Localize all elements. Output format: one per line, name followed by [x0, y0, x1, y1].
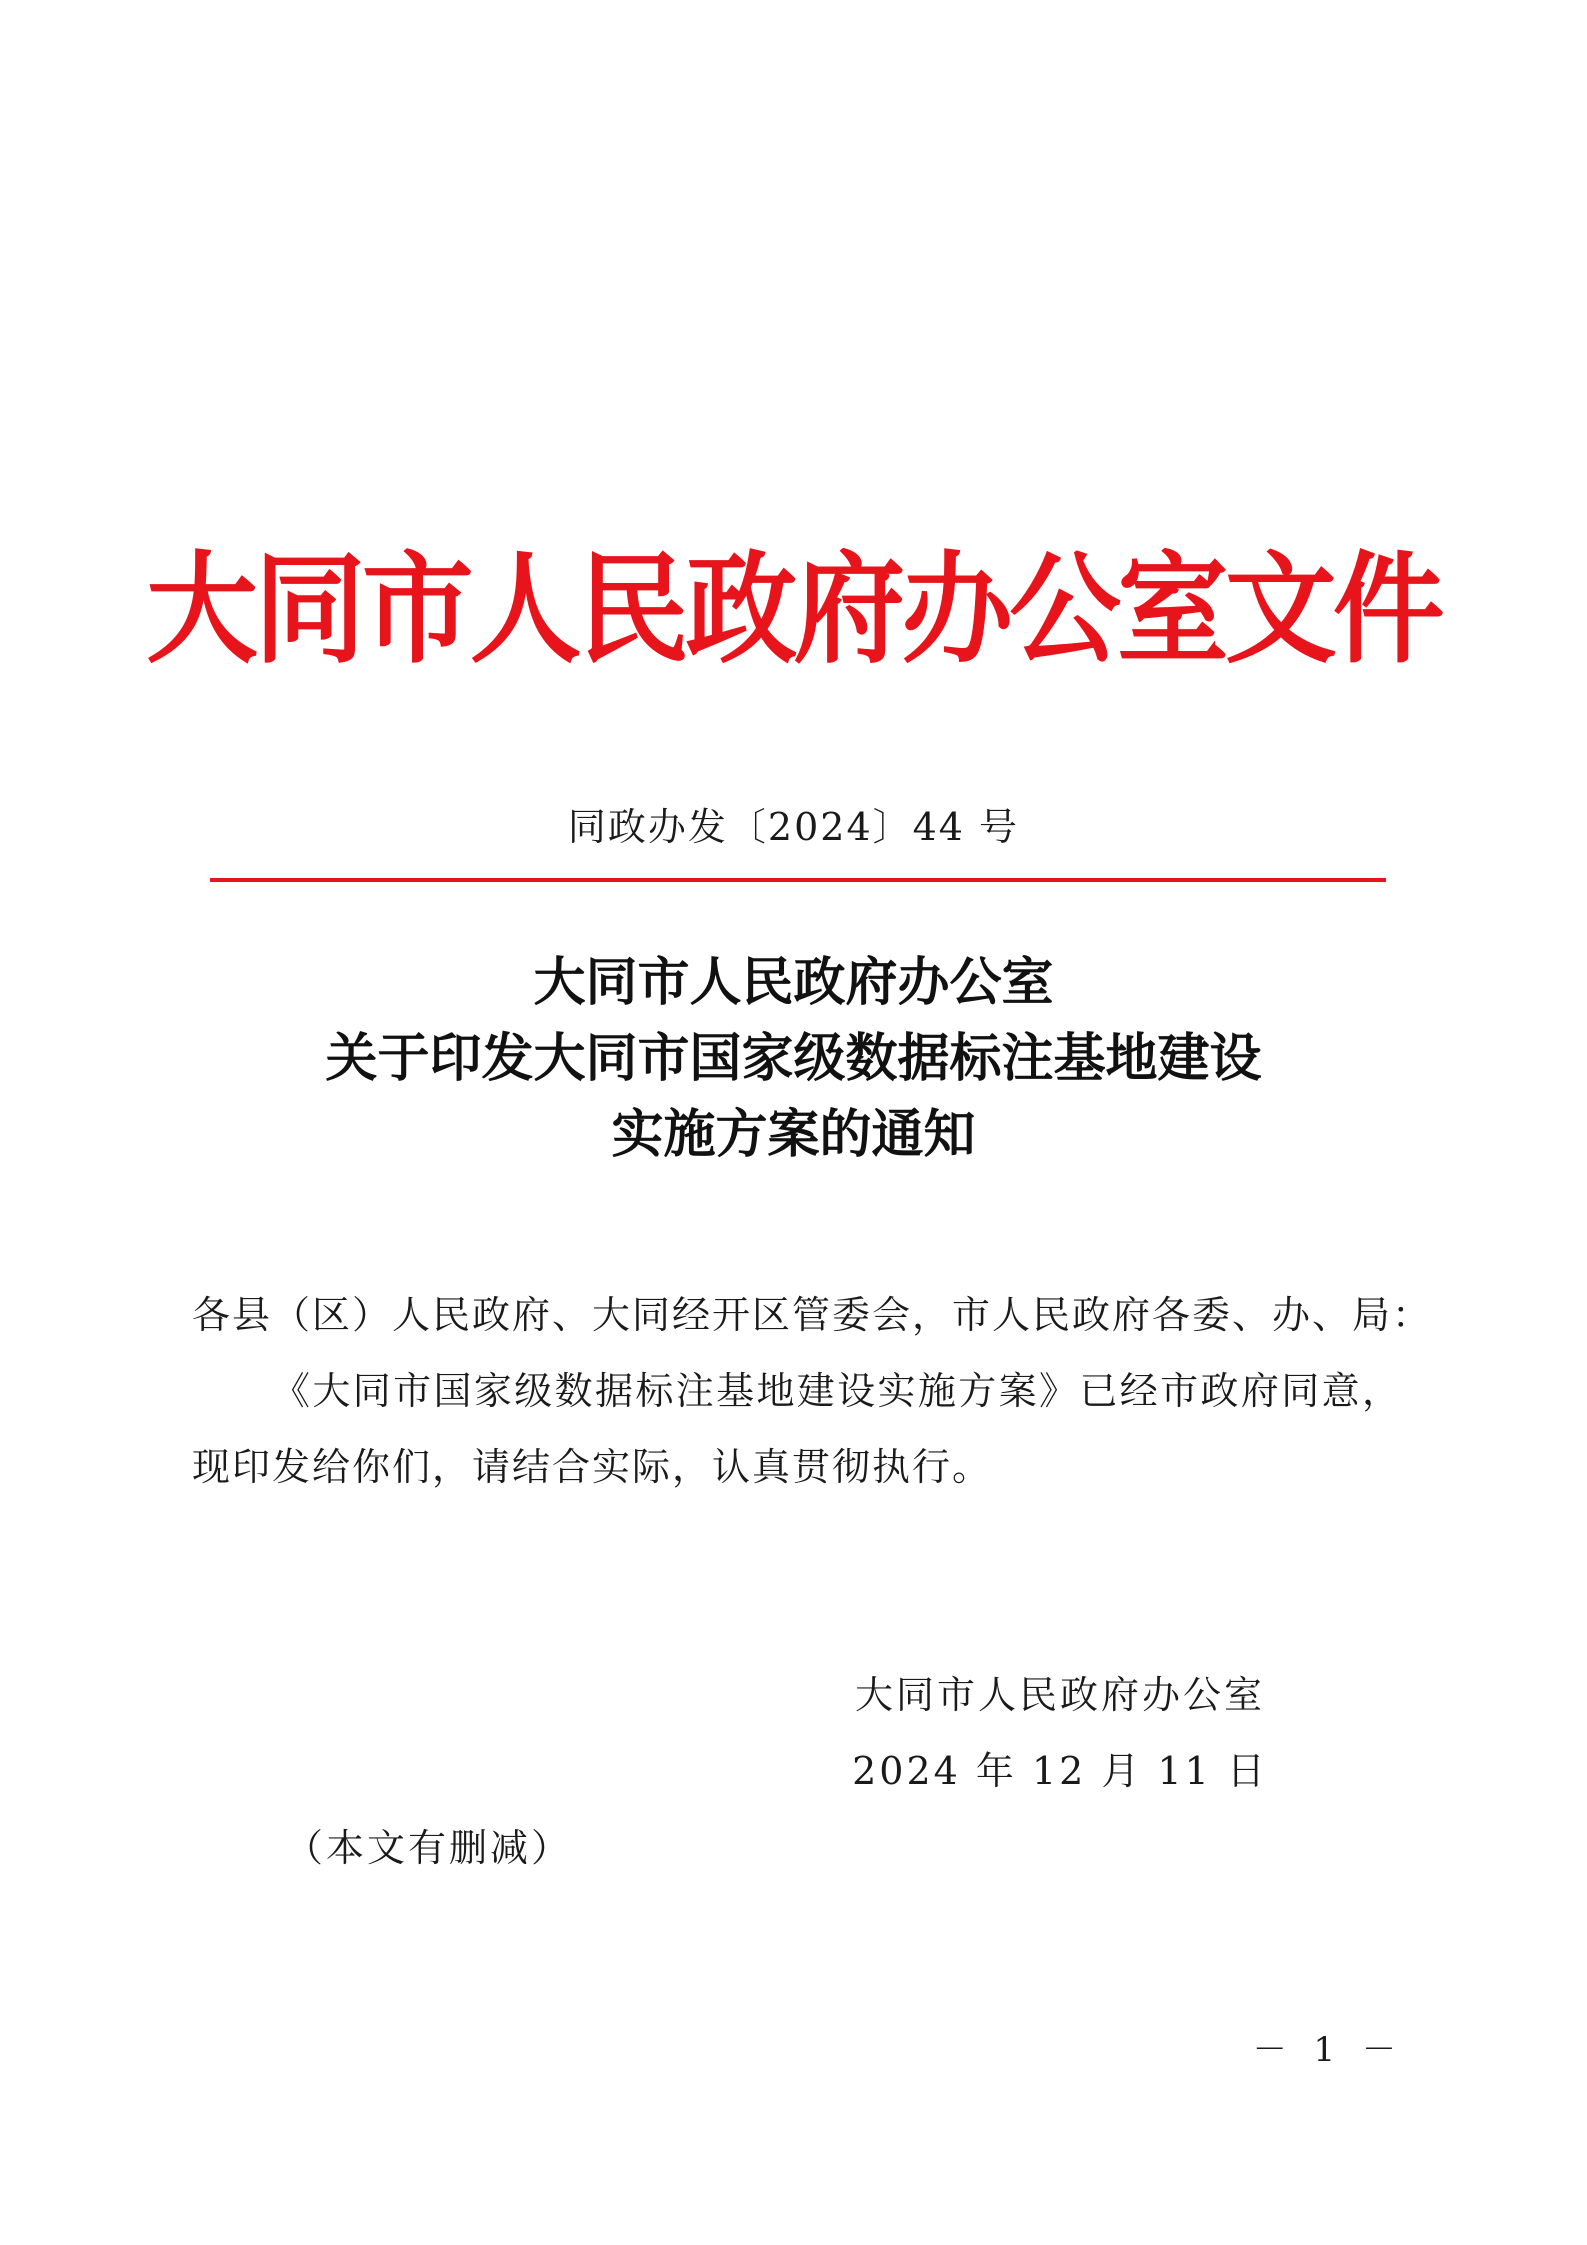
issuer-name: 大同市人民政府办公室 [854, 1673, 1265, 1717]
document-title [0, 945, 1587, 1173]
document-masthead: 大同市人民政府办公室文件 [146, 539, 1441, 680]
title-line-3: 实施方案的通知 [611, 1104, 976, 1165]
signature-block [830, 1657, 1290, 1809]
abridged-note: （本文有删减） [285, 1826, 573, 1870]
document-number: 同政办发〔2024〕44 号 [567, 805, 1020, 849]
title-line-2: 关于印发大同市国家级数据标注基地建设 [325, 1028, 1262, 1089]
body-paragraph: 《大同市国家级数据标注基地建设实施方案》已经市政府同意，现印发给你们，请结合实际，认真贯彻执行。 [192, 1369, 1402, 1489]
page-number: － 1 － [1252, 2030, 1404, 2070]
salutation: 各县（区）人民政府、大同经开区管委会，市人民政府各委、办、局： [192, 1293, 1433, 1337]
title-line-1: 大同市人民政府办公室 [533, 952, 1054, 1013]
masthead-divider [210, 878, 1386, 882]
issue-date: 2024 年 12 月 11 日 [852, 1749, 1268, 1793]
